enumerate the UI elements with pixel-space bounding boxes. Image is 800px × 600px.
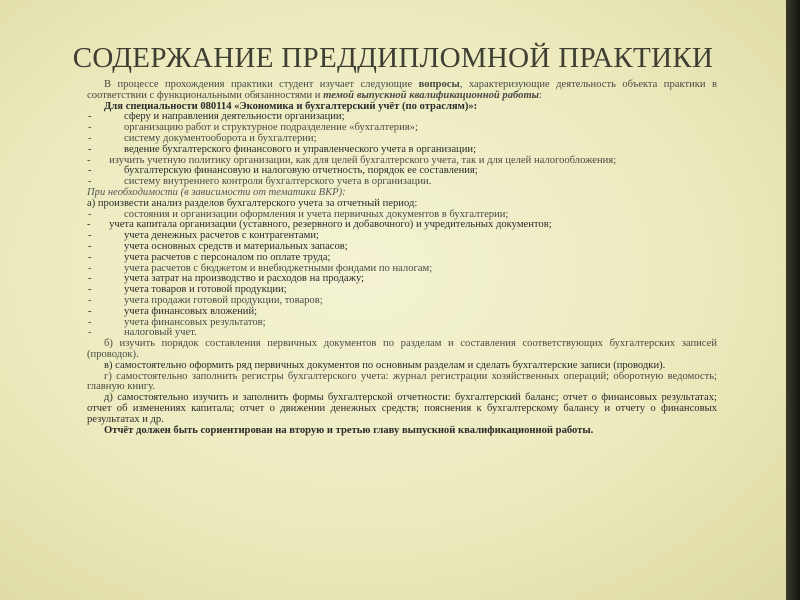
list-item (87, 145, 717, 156)
intro-bold-topic: темой выпускной квалификационной работы (323, 89, 540, 101)
bullet-list-1 (87, 112, 717, 188)
list-dash: - (88, 251, 92, 263)
list-item-text: организацию работ и структурное подразделение «бухгалтерия»; (124, 122, 418, 134)
optional-note: При необходимости (в зависимости от тематики ВКР): (87, 186, 346, 198)
list-item-text: учета расчетов с персоналом по оплате труда; (124, 251, 331, 263)
list-dash: - (88, 327, 92, 339)
intro-paragraph (87, 80, 717, 102)
list-dash: - (88, 132, 92, 144)
list-item-text: состояния и организации оформления и учета первичных документов в бухгалтерии; (124, 208, 509, 220)
list-dash: - (88, 240, 92, 252)
list-dash: - (88, 230, 92, 242)
bullet-list-2 (87, 210, 717, 340)
list-dash: - (88, 284, 92, 296)
slide-title: СОДЕРЖАНИЕ ПРЕДДИПЛОМНОЙ ПРАКТИКИ (72, 42, 714, 74)
list-item-text: учета затрат на производство и расходов на продажу; (124, 273, 365, 285)
right-edge-strip (786, 0, 800, 600)
list-item-text: учета капитала организации (уставного, резервного и добавочного) и учредительных документов; (109, 219, 552, 231)
list-item-text: сферу и направления деятельности организации; (124, 111, 345, 123)
list-item (87, 210, 717, 221)
list-item-text: систему внутреннего контроля бухгалтерского учета в организации. (124, 176, 432, 188)
list-dash: - (88, 305, 92, 317)
list-item-text: бухгалтерскую финансовую и налоговую отчетность, порядок ее составления; (124, 165, 478, 177)
list-dash: - (88, 273, 92, 285)
list-item-text: учета денежных расчетов с контрагентами; (124, 230, 319, 242)
list-item-text: изучить учетную политику организации, как для целей бухгалтерского учета, так и для целей налогообложения; (109, 154, 617, 166)
list-dash: - (88, 176, 92, 188)
list-dash: - (88, 165, 92, 177)
list-item (87, 177, 717, 188)
list-item-text: налоговый учет. (124, 327, 197, 339)
list-dash: - (87, 219, 91, 231)
intro-text: В процессе прохождения практики студент изучает следующие (104, 79, 419, 90)
item-a: а) произвести анализ разделов бухгалтерского учета за отчетный период: (87, 197, 418, 209)
intro-text-2: , характеризующие деятельность объекта практики в соответствии с функциональными обязанностями и (87, 79, 717, 101)
slide-content (87, 80, 717, 436)
list-item-text: систему документооборота и бухгалтерии; (124, 132, 317, 144)
list-item-text: учета финансовых результатов; (124, 316, 266, 328)
list-dash: - (87, 154, 91, 166)
specialty-heading: Для специальности 080114 «Экономика и бухгалтерский учёт (по отраслям)»: (104, 100, 478, 112)
list-item (87, 328, 717, 339)
item-v: в) самостоятельно оформить ряд первичных документов по основным разделам и сделать бухгалтерские записи (проводки). (104, 359, 666, 371)
report-note: Отчёт должен быть сориентирован на вторую и третью главу выпускной квалификационной работы. (104, 424, 594, 436)
list-dash: - (88, 262, 92, 274)
item-b: б) изучить порядок составления первичных документов по разделам и составления соответствующих бухгалтерских записей (проводок). (87, 338, 717, 360)
list-item-text: ведение бухгалтерского финансового и управленческого учета в организации; (124, 143, 477, 155)
list-dash: - (88, 111, 92, 123)
list-dash: - (88, 122, 92, 134)
list-dash: - (88, 208, 92, 220)
list-dash: - (88, 294, 92, 306)
list-item-text: учета товаров и готовой продукции; (124, 284, 287, 296)
intro-bold-questions: вопросы (418, 79, 460, 90)
list-item-text: учета продажи готовой продукции, товаров; (124, 294, 323, 306)
item-g: г) самостоятельно заполнить регистры бухгалтерского учета: журнал регистрации хозяйственных операций; оборотную ведомость; главную книгу. (87, 370, 717, 393)
list-dash: - (88, 316, 92, 328)
list-dash: - (88, 143, 92, 155)
list-item-text: учета основных средств и материальных запасов; (124, 240, 348, 252)
list-item-text: учета финансовых вложений; (124, 305, 258, 317)
item-d: д) самостоятельно изучить и заполнить формы бухгалтерской отчетности: бухгалтерский баланс; отчет о финансовых результатах; отчет об изменениях капитала; отчет о движении денежных средств; пояснения к бухгалтерскому балансу и отчету о финансовых результатах и др. (87, 392, 717, 425)
list-item-text: учета расчетов с бюджетом и внебюджетными фондами по налогам; (124, 262, 433, 274)
intro-text-3: : (539, 89, 542, 101)
